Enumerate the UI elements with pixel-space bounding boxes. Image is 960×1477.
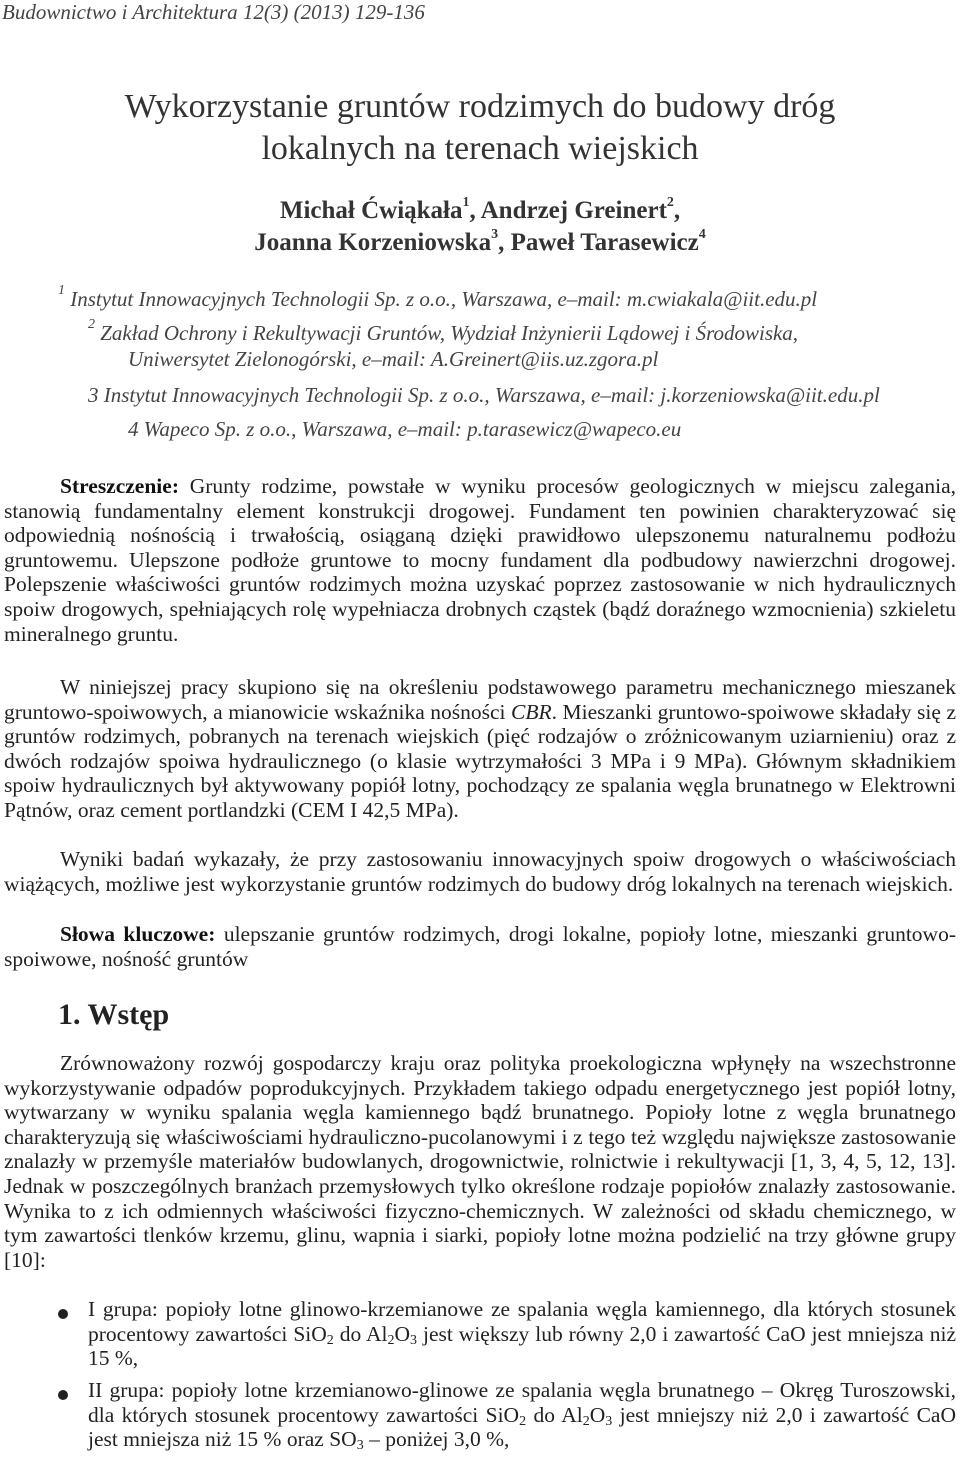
author-2-tail: , [673, 197, 681, 224]
author-1-sup: 1 [462, 195, 470, 210]
author-4: , Paweł Tarasewicz [498, 229, 699, 256]
affiliation-1-text: Instytut Innowacyjnych Technologii Sp. z o.o., Warszawa, e–mail: m.cwiakala@iit.edu.pl [65, 287, 818, 311]
affiliation-4: 4 Wapeco Sp. z o.o., Warszawa, e–mail: p.tarasewicz@wapeco.eu [128, 417, 682, 441]
bullet-item-2 [88, 1378, 956, 1452]
affiliation-2-line-2: Uniwersytet Zielonogórski, e–mail: A.Greinert@iis.uz.zgora.pl [128, 347, 659, 371]
abstract-text-1: Grunty rodzime, powstałe w wyniku procesów geologicznych w miejscu zalegania, stanowią fundamentalny element konstrukcji drogowej. Fundament ten powinien charakteryzować się odpowiednią nośnością i trwałością, osiąganą dzięki prawidłowo ulepszonemu naturalnemu podłożu gruntowemu. Ulepszone podłoże gruntowe to mocny fundament dla podbudowy nawierzchni drogowej. Polepszenie właściwości gruntów rodzimych można uzyskać poprzez zastosowanie w nich hydraulicznych spoiw drogowych, spełniających rolę wypełniacza drobnych cząstek (bądź doraźnego wzmocnienia) szkieletu mineralnego gruntu. [4, 474, 956, 646]
bullet-1-sub: 2 [326, 1332, 334, 1348]
bullet-2-sub: 3 [605, 1413, 613, 1429]
affiliation-1-sup: 1 [58, 283, 65, 298]
bullet-icon [58, 1390, 68, 1400]
bullet-2-text-c: O [589, 1402, 606, 1427]
authors-line-2 [0, 228, 960, 258]
author-1: Michał Ćwiąkała [279, 197, 463, 224]
bullet-1-sub: 3 [410, 1332, 418, 1348]
bullet-1-text-d: jest większy lub równy 2,0 i zawartość CaO jest mniejsza niż 15 %, [88, 1321, 956, 1371]
bullet-2-text-a: II grupa: popioły lotne krzemianowo-glinowe ze spalania węgla brunatnego – Okręg Turoszowski, dla których stosunek procentowy zawartości SiO [88, 1378, 956, 1427]
bullet-2-text-d: jest mniejszy niż 2,0 i zawartość CaO jest mniejsza niż 15 % oraz SO [88, 1402, 956, 1452]
journal-citation: Budownictwo i Architektura 12(3) (2013) 129-136 [2, 0, 425, 24]
bullet-2-text-e: – poniżej 3,0 %, [363, 1427, 510, 1452]
bullet-2-text-b: do Al [526, 1402, 583, 1427]
abstract-text-2b: . Mieszanki gruntowo-spoiwowe składały się z gruntów rodzimych, pobranych na terenach wiejskich (pięć rodzajów o zróżnicowanym uziarnieniu) oraz z dwóch rodzajów spoiwa hydraulicznego (o klasie wytrzymałości 3 MPa i 9 MPa). Głównym składnikiem spoiw hydraulicznych był aktywowany popiół lotny, pochodzący ze spalania węgla brunatnego w Elektrowni Pątnów, oraz cement portlandzki (CEM I 42,5 MPa). [4, 699, 956, 822]
abstract-paragraph-2 [4, 675, 956, 823]
bullet-item-1 [88, 1297, 956, 1371]
bullet-1-sub: 2 [387, 1332, 395, 1348]
abstract-label: Streszczenie: [60, 474, 179, 498]
bullet-1-text-b: do Al [333, 1321, 388, 1346]
bullet-2-sub: 2 [582, 1413, 590, 1429]
affiliation-3: 3 Instytut Innowacyjnych Technologii Sp. z o.o., Warszawa, e–mail: j.korzeniowska@iit.edu.pl [88, 383, 880, 407]
bullet-2-sub: 3 [356, 1438, 364, 1454]
affiliation-2-line-1 [88, 317, 799, 346]
affiliation-2-text: Zakład Ochrony i Rekultywacji Gruntów, Wydział Inżynierii Lądowej i Środowiska, [95, 321, 799, 345]
cbr-term: CBR [511, 699, 552, 724]
author-4-sup: 4 [698, 227, 706, 242]
authors-line-1 [0, 196, 960, 226]
bullet-1-text-a: I grupa: popioły lotne glinowo-krzemianowe ze spalania węgla kamiennego, dla których stosunek procentowy zawartości SiO [88, 1297, 956, 1346]
keywords-paragraph [4, 922, 956, 971]
paper-title-line-1: Wykorzystanie gruntów rodzimych do budowy dróg [124, 88, 836, 125]
paper-title-line-2: lokalnych na terenach wiejskich [261, 130, 699, 167]
keywords-text: ulepszanie gruntów rodzimych, drogi lokalne, popioły lotne, mieszanki gruntowo-spoiwowe, nośność gruntów [4, 922, 956, 971]
author-2-sup: 2 [666, 195, 674, 210]
author-3: Joanna Korzeniowska [254, 229, 492, 256]
intro-paragraph: Zrównoważony rozwój gospodarczy kraju oraz polityka proekologiczna wpłynęły na wszechstronne wykorzystywanie odpadów poprodukcyjnych. Przykładem takiego odpadu energetycznego jest popiół lotny, wytwarzany w wyniku spalania węgla kamiennego bądź brunatnego. Popioły lotne z węgla brunatnego charakteryzują się właściwościami hydrauliczno-pucolanowymi i z tego też względu największe zastosowanie znalazły w przemyśle materiałów budowlanych, drogownictwie, rolnictwie i rekultywacji [1, 3, 4, 5, 12, 13]. Jednak w poszczególnych branżach przemysłowych tylko określone rodzaje popiołów znalazły zastosowanie. Wynika to z ich odmiennych właściwości fizyczno-chemicznych. W zależności od składu chemicznego, w tym zawartości tlenków krzemu, glinu, wapnia i siarki, popioły lotne można podzielić na trzy główne grupy [10]: [4, 1051, 956, 1272]
abstract-paragraph-1 [4, 474, 956, 646]
affiliation-1 [58, 283, 818, 312]
bullet-2-sub: 2 [519, 1413, 527, 1429]
abstract-paragraph-3: Wyniki badań wykazały, że przy zastosowaniu innowacyjnych spoiw drogowych o właściwościach wiążących, możliwe jest wykorzystanie gruntów rodzimych do budowy dróg lokalnych na terenach wiejskich. [4, 847, 956, 896]
affiliation-2-sup: 2 [88, 317, 95, 332]
bullet-1-text-c: O [394, 1321, 411, 1346]
author-3-sup: 3 [491, 227, 499, 242]
bullet-icon [58, 1309, 68, 1319]
keywords-label: Słowa kluczowe: [60, 922, 216, 946]
abstract-text-2a: W niniejszej pracy skupiono się na określeniu podstawowego parametru mechanicznego mieszanek gruntowo-spoiwowych, a mianowicie wskaźnika nośności [4, 675, 956, 724]
author-2: , Andrzej Greinert [469, 197, 667, 224]
section-heading: 1. Wstęp [58, 998, 170, 1031]
